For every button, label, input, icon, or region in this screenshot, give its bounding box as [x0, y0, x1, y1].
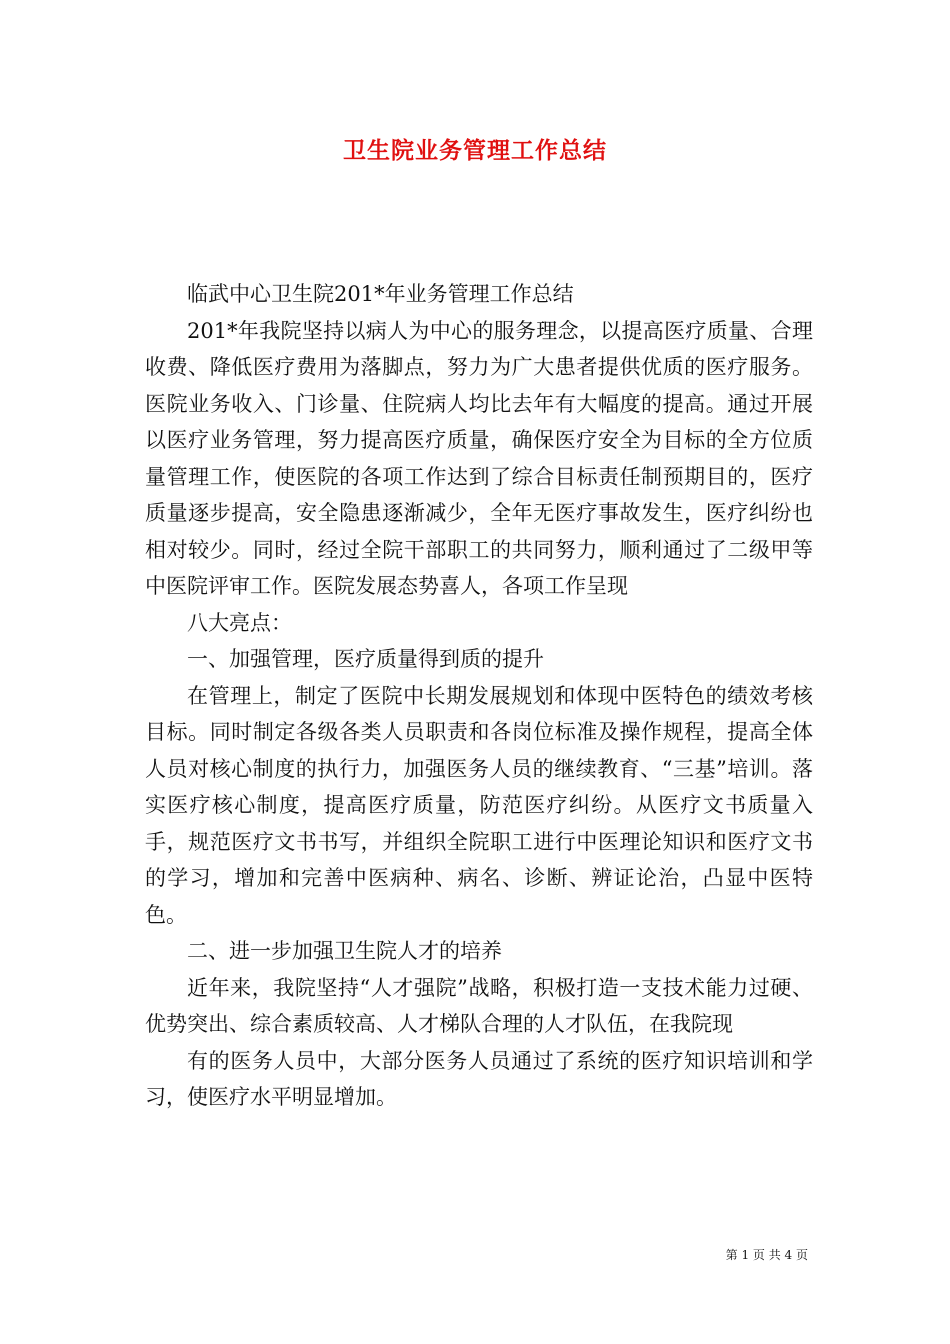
- paragraph-intro: 201*年我院坚持以病人为中心的服务理念，以提高医疗质量、合理收费、降低医疗费用为落脚点，努力为广大患者提供优质的医疗服务。医院业务收入、门诊量、住院病人均比去年有大幅度的提高。通过开展以医疗业务管理，努力提高医疗质量，确保医疗安全为目标的全方位质量管理工作，使医院的各项工作达到了综合目标责任制预期目的，医疗质量逐步提高，安全隐患逐渐减少，全年无医疗事故发生，医疗纠纷也相对较少。同时，经过全院干部职工的共同努力，顺利通过了二级甲等中医院评审工作。医院发展态势喜人，各项工作呈现: [145, 318, 813, 598]
- paragraph-talent: 近年来，我院坚持“人才强院”战略，积极打造一支技术能力过硬、优势突出、综合素质较高、人才梯队合理的人才队伍，在我院现: [145, 975, 813, 1036]
- section-heading-2: 二、进一步加强卫生院人才的培养: [187, 939, 502, 963]
- paragraph-highlights-heading: 八大亮点：: [187, 610, 292, 635]
- paragraph-staff-training: 有的医务人员中，大部分医务人员通过了系统的医疗知识培训和学习，使医疗水平明显增加。: [145, 1048, 813, 1109]
- paragraph-subtitle: 临武中心卫生院201*年业务管理工作总结: [187, 282, 574, 306]
- paragraph-management: 在管理上，制定了医院中长期发展规划和体现中医特色的绩效考核目标。同时制定各级各类人员职责和各岗位标准及操作规程，提高全体人员对核心制度的执行力，加强医务人员的继续教育、“三基”培训。落实医疗核心制度，提高医疗质量，防范医疗纠纷。从医疗文书质量入手，规范医疗文书书写，并组织全院职工进行中医理论知识和医疗文书的学习，增加和完善中医病种、病名、诊断、辨证论治，凸显中医特色。: [145, 683, 813, 927]
- section-heading-1: 一、加强管理，医疗质量得到质的提升: [187, 647, 544, 671]
- page-number-footer: 第 1 页 共 4 页: [725, 1248, 808, 1262]
- document-body: [145, 276, 813, 1116]
- document-title: 卫生院业务管理工作总结: [343, 138, 607, 164]
